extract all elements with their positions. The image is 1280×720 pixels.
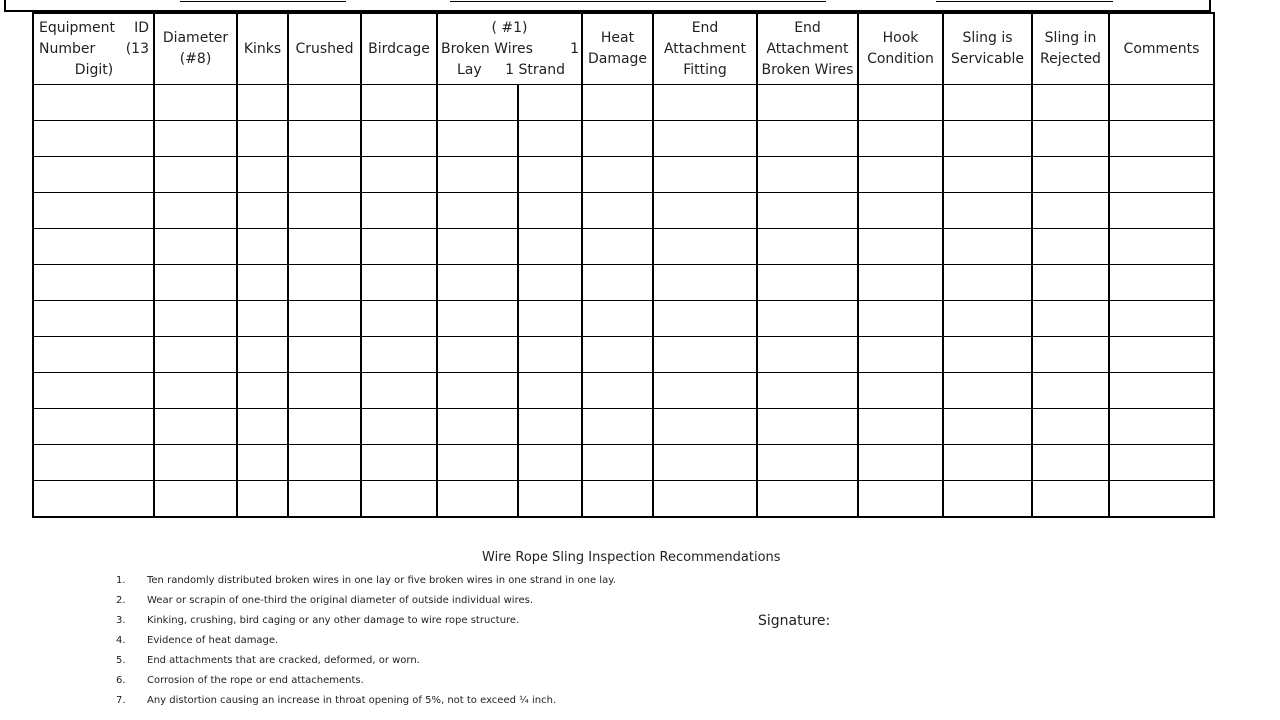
table-cell[interactable]: [237, 85, 288, 121]
header-heat-damage: [582, 13, 653, 85]
table-cell[interactable]: [757, 445, 858, 481]
table-cell[interactable]: [858, 193, 943, 229]
list-item-text: End attachments that are cracked, deformed, or worn.: [147, 655, 420, 666]
list-item: [116, 674, 616, 694]
header-text: Crushed: [295, 40, 354, 57]
table-cell[interactable]: [943, 373, 1032, 409]
header-text: Heat: [600, 30, 635, 46]
list-item: [116, 654, 616, 674]
table-cell[interactable]: [757, 193, 858, 229]
header-text: (13: [125, 40, 149, 57]
table-header-row: [33, 13, 1214, 85]
header-text: Kinks: [243, 40, 282, 57]
table-cell[interactable]: [858, 157, 943, 193]
table-cell[interactable]: [437, 409, 518, 445]
table-cell[interactable]: [858, 229, 943, 265]
list-item-text: Wear or scrapin of one-third the original diameter of outside individual wires.: [147, 595, 534, 606]
table-cell[interactable]: [33, 409, 154, 445]
table-cell[interactable]: [757, 409, 858, 445]
table-cell[interactable]: [33, 121, 154, 157]
header-text: Comments: [1123, 40, 1200, 57]
table-cell[interactable]: [33, 265, 154, 301]
table-body: [33, 85, 1214, 518]
header-text: End: [691, 19, 719, 36]
table-cell[interactable]: [518, 373, 582, 409]
table-row: [33, 445, 1214, 481]
header-text: Sling is: [962, 30, 1013, 46]
table-cell[interactable]: [361, 337, 437, 373]
table-cell[interactable]: [757, 301, 858, 337]
table-cell[interactable]: [757, 481, 858, 518]
header-text: (#8): [179, 51, 212, 67]
table-cell[interactable]: [518, 337, 582, 373]
table-cell[interactable]: [518, 193, 582, 229]
header-equipment-id: [33, 13, 154, 85]
table-cell[interactable]: [237, 229, 288, 265]
table-cell[interactable]: [361, 409, 437, 445]
recommendations-title: Wire Rope Sling Inspection Recommendations: [482, 550, 781, 565]
table-cell[interactable]: [33, 481, 154, 518]
header-text: Hook: [882, 30, 919, 46]
table-cell[interactable]: [653, 337, 757, 373]
header-text: Servicable: [950, 51, 1025, 67]
table-cell[interactable]: [1109, 373, 1214, 409]
table-cell[interactable]: [154, 301, 237, 337]
table-cell[interactable]: [858, 265, 943, 301]
header-kinks: [237, 13, 288, 85]
header-birdcage: [361, 13, 437, 85]
signature-label: Signature:: [758, 613, 831, 629]
table-cell[interactable]: [1109, 193, 1214, 229]
table-cell[interactable]: [288, 157, 361, 193]
table-cell[interactable]: [582, 481, 653, 518]
table-cell[interactable]: [154, 85, 237, 121]
list-item-number: 1.: [116, 575, 126, 586]
table-cell[interactable]: [582, 409, 653, 445]
list-item-number: 4.: [116, 635, 126, 646]
table-cell[interactable]: [33, 193, 154, 229]
table-cell[interactable]: [361, 157, 437, 193]
table-cell[interactable]: [653, 157, 757, 193]
list-item: [116, 694, 616, 714]
table-cell[interactable]: [1109, 265, 1214, 301]
table-row: [33, 265, 1214, 301]
table-row: [33, 229, 1214, 265]
table-cell[interactable]: [858, 373, 943, 409]
table-cell[interactable]: [437, 193, 518, 229]
table-cell[interactable]: [943, 265, 1032, 301]
table-cell[interactable]: [154, 265, 237, 301]
table-cell[interactable]: [757, 85, 858, 121]
table-cell[interactable]: [1109, 445, 1214, 481]
table-cell[interactable]: [518, 481, 582, 518]
table-cell[interactable]: [518, 265, 582, 301]
table-cell[interactable]: [288, 337, 361, 373]
list-item-number: 6.: [116, 675, 126, 686]
header-text: Number: [39, 40, 96, 57]
table-cell[interactable]: [288, 373, 361, 409]
table-cell[interactable]: [237, 337, 288, 373]
table-cell[interactable]: [33, 157, 154, 193]
table-cell[interactable]: [582, 157, 653, 193]
table-cell[interactable]: [943, 193, 1032, 229]
table-cell[interactable]: [757, 121, 858, 157]
header-end-attachment-fitting: [653, 13, 757, 85]
table-cell[interactable]: [288, 193, 361, 229]
table-cell[interactable]: [582, 445, 653, 481]
table-cell[interactable]: [237, 265, 288, 301]
table-cell[interactable]: [1032, 301, 1109, 337]
table-cell[interactable]: [757, 265, 858, 301]
table-cell[interactable]: [1032, 265, 1109, 301]
table-cell[interactable]: [1032, 445, 1109, 481]
table-cell[interactable]: [943, 409, 1032, 445]
inspection-table: [32, 12, 1215, 518]
header-text: ( #1): [491, 20, 528, 36]
table-cell[interactable]: [437, 229, 518, 265]
header-text: Attachment: [663, 40, 747, 57]
table-cell[interactable]: [943, 445, 1032, 481]
table-cell[interactable]: [237, 193, 288, 229]
header-text: Sling in: [1044, 30, 1097, 46]
table-cell[interactable]: [154, 445, 237, 481]
table-cell[interactable]: [1032, 373, 1109, 409]
table-cell[interactable]: [518, 121, 582, 157]
header-text: Diameter: [162, 30, 229, 46]
header-text: Lay: [457, 62, 482, 78]
table-cell[interactable]: [437, 301, 518, 337]
table-cell[interactable]: [1109, 229, 1214, 265]
table-cell[interactable]: [858, 337, 943, 373]
table-cell[interactable]: [858, 445, 943, 481]
table-cell[interactable]: [1032, 409, 1109, 445]
table-cell[interactable]: [237, 301, 288, 337]
table-cell[interactable]: [361, 193, 437, 229]
list-item-number: 2.: [116, 595, 126, 606]
table-cell[interactable]: [518, 445, 582, 481]
list-item-text: Ten randomly distributed broken wires in one lay or five broken wires in one strand in one lay.: [147, 575, 616, 586]
list-item-text: Kinking, crushing, bird caging or any other damage to wire rope structure.: [147, 615, 520, 626]
table-cell[interactable]: [582, 229, 653, 265]
table-row: [33, 481, 1214, 518]
table-cell[interactable]: [1032, 229, 1109, 265]
table-cell[interactable]: [943, 337, 1032, 373]
table-cell[interactable]: [582, 193, 653, 229]
table-row: [33, 301, 1214, 337]
table-cell[interactable]: [288, 481, 361, 518]
header-text: End: [794, 19, 821, 36]
table-cell[interactable]: [1109, 409, 1214, 445]
table-cell[interactable]: [653, 193, 757, 229]
header-text: Damage: [587, 51, 648, 67]
header-text: 1 Strand: [505, 62, 565, 78]
table-cell[interactable]: [1109, 481, 1214, 518]
table-cell[interactable]: [288, 121, 361, 157]
table-cell[interactable]: [943, 481, 1032, 518]
table-cell[interactable]: [1032, 157, 1109, 193]
table-cell[interactable]: [33, 373, 154, 409]
table-cell[interactable]: [757, 229, 858, 265]
table-cell[interactable]: [582, 265, 653, 301]
list-item-number: 7.: [116, 695, 126, 706]
table-cell[interactable]: [943, 157, 1032, 193]
header-text: Equipment: [39, 19, 115, 36]
table-cell[interactable]: [154, 193, 237, 229]
table-cell[interactable]: [361, 229, 437, 265]
header-crushed: [288, 13, 361, 85]
header-text: ID: [134, 19, 149, 36]
header-field-underline[interactable]: [450, 1, 826, 2]
table-cell[interactable]: [437, 121, 518, 157]
table-cell[interactable]: [33, 301, 154, 337]
table-cell[interactable]: [437, 337, 518, 373]
table-cell[interactable]: [653, 85, 757, 121]
list-item: [116, 594, 616, 614]
header-diameter: [154, 13, 237, 85]
header-sling-rejected: [1032, 13, 1109, 85]
table-cell[interactable]: [757, 373, 858, 409]
table-cell[interactable]: [33, 229, 154, 265]
table-cell[interactable]: [361, 445, 437, 481]
table-cell[interactable]: [653, 373, 757, 409]
header-comments: [1109, 13, 1214, 85]
table-cell[interactable]: [33, 85, 154, 121]
table-cell[interactable]: [154, 229, 237, 265]
list-item-number: 3.: [116, 615, 126, 626]
table-cell[interactable]: [943, 121, 1032, 157]
table-cell[interactable]: [288, 301, 361, 337]
list-item-text: Evidence of heat damage.: [147, 635, 279, 646]
table-cell[interactable]: [437, 157, 518, 193]
table-row: [33, 373, 1214, 409]
table-cell[interactable]: [653, 265, 757, 301]
table-row: [33, 157, 1214, 193]
table-cell[interactable]: [653, 301, 757, 337]
table-cell[interactable]: [1032, 85, 1109, 121]
list-item: [116, 614, 616, 634]
header-text: Broken Wires: [441, 41, 533, 57]
list-item-number: 5.: [116, 655, 126, 666]
table-cell[interactable]: [1032, 121, 1109, 157]
table-cell[interactable]: [518, 157, 582, 193]
table-cell[interactable]: [33, 337, 154, 373]
table-cell[interactable]: [653, 445, 757, 481]
recommendations-list: [116, 574, 616, 714]
table-cell[interactable]: [757, 337, 858, 373]
table-cell[interactable]: [154, 157, 237, 193]
table-cell[interactable]: [437, 445, 518, 481]
table-cell[interactable]: [582, 301, 653, 337]
table-cell[interactable]: [154, 373, 237, 409]
header-field-underline[interactable]: [180, 1, 346, 2]
table-cell[interactable]: [858, 301, 943, 337]
header-text: 1: [570, 41, 579, 57]
header-text: Digit): [74, 61, 114, 78]
table-cell[interactable]: [361, 265, 437, 301]
table-row: [33, 337, 1214, 373]
table-cell[interactable]: [437, 85, 518, 121]
table-cell[interactable]: [858, 409, 943, 445]
table-cell[interactable]: [582, 373, 653, 409]
header-field-underline[interactable]: [936, 1, 1113, 2]
table-cell[interactable]: [288, 85, 361, 121]
table-cell[interactable]: [943, 229, 1032, 265]
table-cell[interactable]: [361, 373, 437, 409]
form-header-strip: [0, 0, 1280, 12]
list-item-text: Corrosion of the rope or end attachements.: [147, 675, 364, 686]
table-cell[interactable]: [858, 121, 943, 157]
header-text: Rejected: [1040, 51, 1101, 67]
table-cell[interactable]: [1032, 481, 1109, 518]
table-cell[interactable]: [518, 229, 582, 265]
table-row: [33, 409, 1214, 445]
table-cell[interactable]: [1109, 337, 1214, 373]
table-cell[interactable]: [653, 481, 757, 518]
table-cell[interactable]: [288, 229, 361, 265]
header-text: Attachment: [766, 40, 849, 57]
table-cell[interactable]: [361, 481, 437, 518]
table-row: [33, 85, 1214, 121]
header-text: Fitting: [683, 61, 727, 78]
header-text: Broken Wires: [761, 61, 854, 78]
table-cell[interactable]: [582, 121, 653, 157]
table-cell[interactable]: [237, 409, 288, 445]
table-row: [33, 193, 1214, 229]
table-cell[interactable]: [653, 229, 757, 265]
table-cell[interactable]: [154, 337, 237, 373]
table-cell[interactable]: [943, 301, 1032, 337]
header-hook-condition: [858, 13, 943, 85]
table-cell[interactable]: [237, 157, 288, 193]
table-cell[interactable]: [582, 85, 653, 121]
header-text: Birdcage: [368, 40, 430, 57]
table-cell[interactable]: [1109, 121, 1214, 157]
table-cell[interactable]: [154, 409, 237, 445]
list-item-text: Any distortion causing an increase in throat opening of 5%, not to exceed ¼ inch.: [147, 695, 557, 706]
table-cell[interactable]: [237, 373, 288, 409]
table-cell[interactable]: [237, 445, 288, 481]
table-cell[interactable]: [1032, 193, 1109, 229]
table-cell[interactable]: [518, 85, 582, 121]
table-cell[interactable]: [154, 481, 237, 518]
table-cell[interactable]: [361, 121, 437, 157]
header-broken-wires: [437, 13, 582, 85]
list-item: [116, 634, 616, 654]
table-cell[interactable]: [1109, 157, 1214, 193]
table-cell[interactable]: [858, 481, 943, 518]
table-row: [33, 121, 1214, 157]
table-cell[interactable]: [1109, 85, 1214, 121]
table-cell[interactable]: [237, 121, 288, 157]
table-cell[interactable]: [437, 265, 518, 301]
header-sling-servicable: [943, 13, 1032, 85]
table-cell[interactable]: [858, 85, 943, 121]
table-cell[interactable]: [33, 445, 154, 481]
table-cell[interactable]: [582, 337, 653, 373]
table-cell[interactable]: [361, 301, 437, 337]
table-cell[interactable]: [653, 121, 757, 157]
table-cell[interactable]: [518, 409, 582, 445]
table-cell[interactable]: [518, 301, 582, 337]
table-cell[interactable]: [288, 409, 361, 445]
table-cell[interactable]: [154, 121, 237, 157]
table-cell[interactable]: [943, 85, 1032, 121]
list-item: [116, 574, 616, 594]
table-cell[interactable]: [288, 265, 361, 301]
table-cell[interactable]: [361, 85, 437, 121]
table-cell[interactable]: [288, 445, 361, 481]
header-end-attachment-broken-wires: [757, 13, 858, 85]
table-cell[interactable]: [1109, 301, 1214, 337]
header-text: Condition: [867, 51, 934, 67]
table-cell[interactable]: [757, 157, 858, 193]
table-cell[interactable]: [437, 373, 518, 409]
table-cell[interactable]: [653, 409, 757, 445]
table-cell[interactable]: [1032, 337, 1109, 373]
table-cell[interactable]: [237, 481, 288, 518]
table-cell[interactable]: [437, 481, 518, 518]
